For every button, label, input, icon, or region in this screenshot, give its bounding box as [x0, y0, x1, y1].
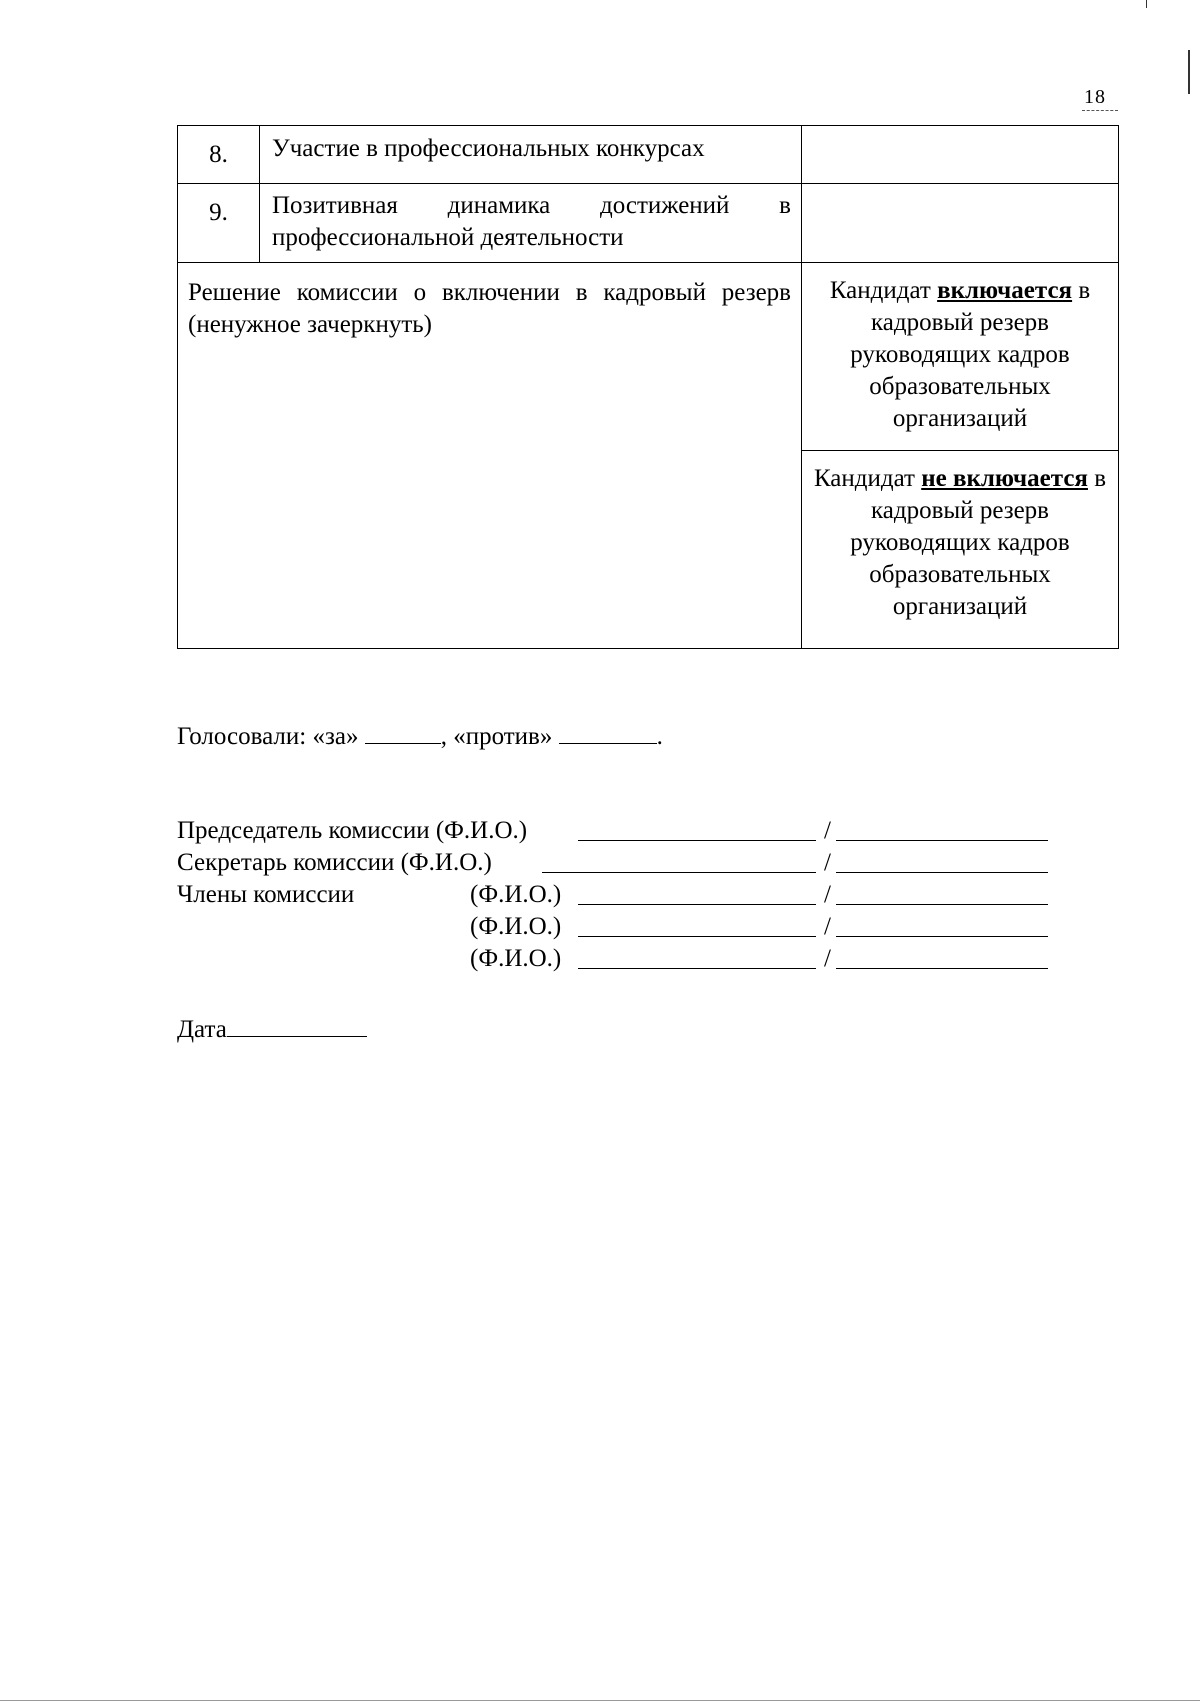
chairman-label: Председатель комиссии (Ф.И.О.) [177, 817, 528, 844]
scan-edge-mark [1188, 50, 1190, 94]
member-signature-line[interactable] [836, 904, 1048, 905]
option-include [802, 263, 1119, 451]
option-include-prefix: Кандидат [829, 277, 931, 304]
slash: / [824, 945, 831, 972]
votes-label: Голосовали: [177, 723, 307, 750]
table-row [178, 126, 1119, 184]
option-exclude-prefix: Кандидат [813, 465, 915, 492]
member-name-line[interactable] [578, 904, 816, 905]
votes-against-blank[interactable] [559, 719, 657, 744]
option-exclude [802, 451, 1119, 649]
secretary-label: Секретарь комиссии (Ф.И.О.) [177, 849, 492, 876]
row-number: 8. [178, 126, 260, 184]
member-name-line[interactable] [578, 968, 816, 969]
option-include-emphasis: включается [937, 277, 1073, 304]
slash: / [824, 881, 831, 908]
secretary-row [177, 847, 492, 879]
secretary-name-line[interactable] [542, 872, 816, 873]
member-name-line[interactable] [578, 936, 816, 937]
date-blank[interactable] [227, 1012, 367, 1037]
row-number: 9. [178, 184, 260, 263]
table-row [178, 184, 1119, 263]
page-number: 18 [1084, 86, 1106, 108]
option-exclude-emphasis: не включается [921, 465, 1088, 492]
chairman-name-line[interactable] [578, 840, 816, 841]
slash: / [824, 913, 831, 940]
slash: / [824, 849, 831, 876]
date-row [177, 1012, 367, 1046]
members-label: Члены комиссии [177, 881, 355, 908]
votes-against-label: «против» [453, 723, 553, 750]
member-fio: (Ф.И.О.) [470, 881, 562, 908]
secretary-signature-line[interactable] [836, 872, 1048, 873]
votes-for-label: «за» [312, 723, 359, 750]
members-row [177, 879, 354, 911]
member-signature-line[interactable] [836, 968, 1048, 969]
decision-row [178, 263, 1119, 451]
criterion-text: Участие в профессиональных конкурсах [260, 126, 802, 184]
criterion-value-cell [802, 126, 1119, 184]
member-signature-line[interactable] [836, 936, 1048, 937]
scan-edge-mark [0, 1700, 1200, 1701]
page-number-rule [1082, 110, 1118, 111]
scan-edge-mark [1146, 0, 1147, 8]
criterion-text: Позитивная динамика достижений в профессиональной деятельности [260, 184, 802, 263]
date-label: Дата [177, 1016, 227, 1043]
votes-line: Голосовали: «за» , «против» . [177, 719, 663, 753]
slash: / [824, 817, 831, 844]
chairman-signature-line[interactable] [836, 840, 1048, 841]
criteria-table [177, 125, 1119, 649]
chairman-row [177, 815, 527, 847]
decision-label: Решение комиссии о включении в кадровый резерв (ненужное зачеркнуть) [178, 263, 802, 649]
option-include-suffix: в кадровый резерв руководящих кадров образовательных организаций [850, 277, 1091, 432]
criterion-value-cell [802, 184, 1119, 263]
member-fio: (Ф.И.О.) [470, 913, 562, 940]
member-fio: (Ф.И.О.) [470, 945, 562, 972]
option-exclude-suffix: в кадровый резерв руководящих кадров образовательных организаций [850, 465, 1107, 620]
votes-for-blank[interactable] [365, 719, 441, 744]
